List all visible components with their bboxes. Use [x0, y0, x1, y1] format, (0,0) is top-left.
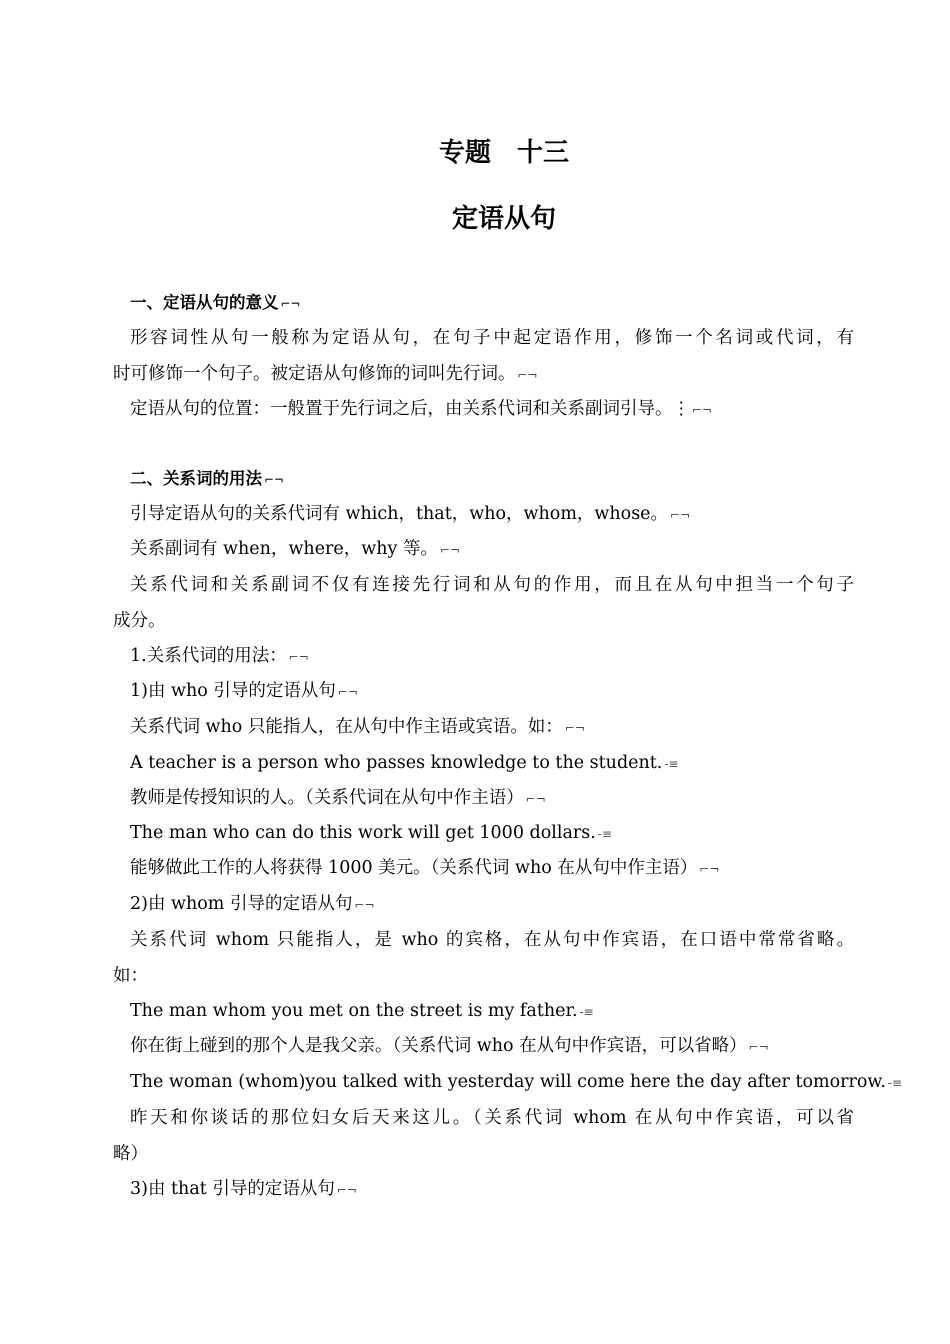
paragraph-line: 关系代词 whom 只能指人，是 who 的宾格，在从句中作宾语，在口语中常常省略。	[130, 930, 854, 950]
line-break-mark-icon: -≡	[579, 1005, 594, 1019]
subsection-heading: 1)由 who 引导的定语从句 ⌐¬	[130, 681, 358, 701]
example-sentence: The man who can do this work will get 1000 dollars. -≡	[130, 823, 612, 843]
paragraph-mark-icon: ⌐¬	[337, 685, 358, 699]
document-subtitle: 定语从句	[451, 204, 556, 234]
paragraph-mark-icon: ⌐¬	[692, 403, 713, 417]
paragraph-line: 略）	[113, 1144, 148, 1164]
example-translation: 能够做此工作的人将获得 1000 美元。（关系代词 who 在从句中作主语） ⌐¬	[130, 858, 720, 878]
paragraph-mark-icon: ⌐¬	[670, 508, 691, 522]
paragraph-mark-icon: ⌐¬	[354, 898, 375, 912]
subsection-heading: 3)由 that 引导的定语从句 ⌐¬	[130, 1179, 357, 1199]
paragraph-mark-icon: ⌐¬	[564, 721, 586, 735]
document-title: 专题 十三	[438, 138, 569, 168]
paragraph-line: 成分。	[113, 611, 166, 631]
example-sentence: The man whom you met on the street is my father. -≡	[130, 1001, 594, 1021]
subsection-heading: 2)由 whom 引导的定语从句 ⌐¬	[130, 894, 375, 914]
example-translation: 教师是传授知识的人。（关系代词在从句中作主语） ⌐¬	[130, 788, 546, 808]
paragraph-mark-icon: ⌐¬	[288, 650, 309, 664]
paragraph-line: 形容词性从句一般称为定语从句，在句子中起定语作用，修饰一个名词或代词，有	[130, 328, 854, 348]
example-translation: 你在街上碰到的那个人是我父亲。（关系代词 who 在从句中作宾语，可以省略） ⌐¬	[130, 1036, 769, 1056]
paragraph-mark-icon: ⌐¬	[699, 862, 720, 876]
paragraph-line: 定语从句的位置：一般置于先行词之后，由关系代词和关系副词引导。⋮ ⌐¬	[130, 399, 713, 419]
subsection-heading: 1.关系代词的用法： ⌐¬	[130, 646, 309, 666]
paragraph-mark-icon: ⌐¬	[336, 1183, 357, 1197]
example-sentence: A teacher is a person who passes knowledge to the student. -≡	[130, 753, 679, 773]
line-break-mark-icon: -≡	[887, 1076, 902, 1090]
line-break-mark-icon: -≡	[664, 757, 679, 771]
paragraph-line: 关系副词有 when，where，why 等。 ⌐¬	[130, 539, 461, 559]
paragraph-mark-icon: ⌐¬	[525, 792, 546, 806]
paragraph-line: 如：	[113, 966, 148, 986]
paragraph-mark-icon: ⌐¬	[439, 543, 461, 557]
paragraph-line: 引导定语从句的关系代词有 which，that，who，whom，whose。 ⌐¬	[130, 504, 691, 524]
example-translation: 昨天和你谈话的那位妇女后天来这儿。（关系代词 whom 在从句中作宾语，可以省	[130, 1108, 854, 1128]
section-heading-1: 一、定语从句的意义 ⌐¬	[130, 293, 301, 312]
section-heading-2: 二、关系词的用法 ⌐¬	[130, 469, 285, 488]
paragraph-line: 关系代词和关系副词不仅有连接先行词和从句的作用，而且在从句中担当一个句子	[130, 575, 854, 595]
paragraph-mark-icon: ⌐¬	[264, 473, 285, 487]
paragraph-line: 关系代词 who 只能指人，在从句中作主语或宾语。如： ⌐¬	[130, 717, 586, 737]
paragraph-line: 时可修饰一个句子。被定语从句修饰的词叫先行词。 ⌐¬	[113, 364, 538, 384]
line-break-mark-icon: -≡	[597, 827, 612, 841]
paragraph-mark-icon: ⌐¬	[517, 368, 538, 382]
example-sentence: The woman (whom)you talked with yesterday will come here the day after tomorrow. -≡	[130, 1072, 902, 1092]
paragraph-mark-icon: ⌐¬	[748, 1040, 769, 1054]
paragraph-mark-icon: ⌐¬	[280, 297, 301, 311]
